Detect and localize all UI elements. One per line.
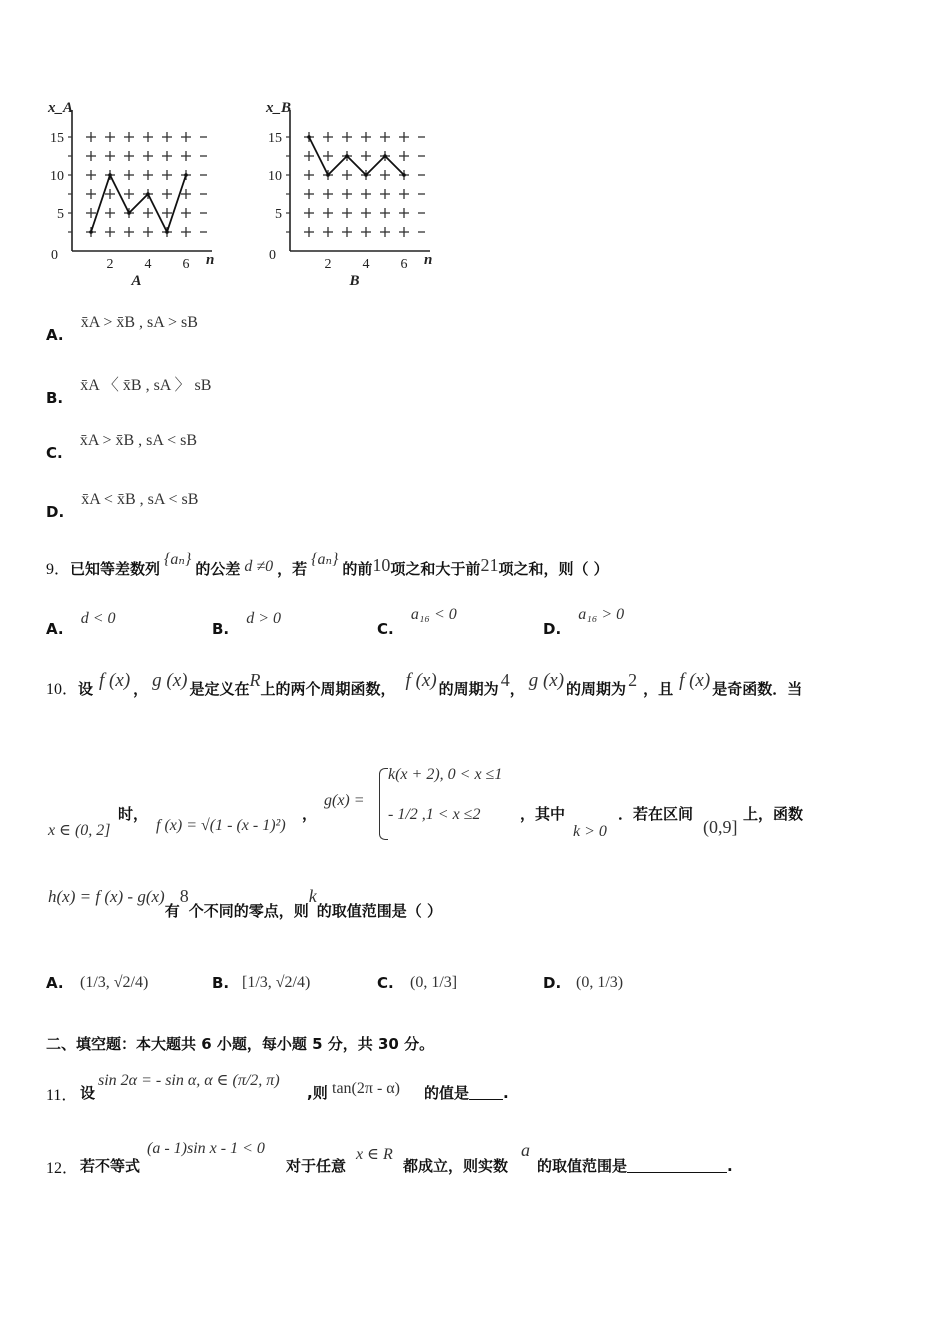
q10-option-label-a: A. <box>46 974 64 992</box>
q10-piecewise-brace <box>379 768 388 840</box>
q12-number: 12． <box>46 1160 79 1177</box>
origin-label: 0 <box>269 248 276 263</box>
x-tick-label: 6 <box>400 257 408 272</box>
data-point <box>383 154 387 158</box>
q9-math-seq: {aₙ} <box>311 551 339 568</box>
q10-stem-line1 <box>46 668 803 698</box>
x-axis-label: n <box>206 252 215 268</box>
y-axis-label: x_B <box>266 100 292 116</box>
option-label: D. <box>46 503 65 521</box>
question-number: 9． <box>46 561 71 578</box>
q9-text: 的公差 <box>195 560 241 578</box>
y-tick-label: 15 <box>268 131 282 146</box>
q10-text-where: ，其中 <box>520 805 566 823</box>
q10-math-interval: (0,9] <box>703 817 738 837</box>
q10-math-kk: k <box>308 886 317 906</box>
data-point <box>127 211 131 215</box>
q10-text: ， <box>509 680 525 698</box>
q10-math-h: h(x) = f (x) - g(x) <box>48 887 165 906</box>
option-math: d > 0 <box>246 610 282 627</box>
q8-option-a <box>46 312 198 344</box>
data-point <box>184 173 188 177</box>
q10-math-g: g (x) <box>152 670 188 691</box>
q11-text <box>424 1082 509 1103</box>
figure-caption: B <box>349 273 360 289</box>
q10-text: 个不同的零点，则 <box>188 902 309 920</box>
data-point <box>402 173 406 177</box>
x-tick-label: 6 <box>182 257 190 272</box>
q10-math-g: g (x) <box>528 670 565 691</box>
q10-text: 是定义在 <box>189 680 250 698</box>
answer-blank[interactable] <box>627 1158 727 1173</box>
q10-math-k: k > 0 <box>573 823 607 840</box>
y-tick-label: 10 <box>50 169 64 184</box>
data-point <box>165 230 169 234</box>
q10-text: ，且 <box>643 680 674 698</box>
q11-text: 设 <box>80 1084 96 1102</box>
origin-label: 0 <box>51 248 58 263</box>
q12-text-range: 的取值范围是 <box>537 1157 628 1175</box>
option-label: A. <box>46 620 64 638</box>
q10-math-fx: f (x) = √(1 - (x - 1)²) <box>156 817 286 834</box>
figure-b <box>258 96 458 296</box>
option-label: C. <box>46 444 63 462</box>
q10-text: 上的两个周期函数， <box>260 680 396 698</box>
data-point <box>345 154 349 158</box>
q10-option-math-c: (0, 1/3] <box>410 974 458 991</box>
y-tick-label: 15 <box>50 131 64 146</box>
data-point <box>146 192 150 196</box>
q12-text: 若不等式 <box>80 1157 141 1175</box>
q9-math-seq: {aₙ} <box>164 551 192 568</box>
q10-math-8: 8 <box>179 886 189 906</box>
y-tick-label: 5 <box>275 207 282 222</box>
option-math-text: x̄A > x̄B , sA > sB <box>80 314 198 331</box>
q9-text: 已知等差数列 <box>70 560 161 578</box>
data-point <box>108 173 112 177</box>
q10-option-math-d: (0, 1/3) <box>576 974 624 991</box>
y-tick-label: 10 <box>268 169 282 184</box>
x-tick-label: 4 <box>362 257 370 272</box>
q12-text: 都成立，则实数 <box>403 1157 509 1175</box>
answer-blank[interactable] <box>469 1085 503 1100</box>
data-point <box>307 135 311 139</box>
q11-number: 11． <box>46 1087 78 1104</box>
option-math <box>81 491 198 508</box>
option-math <box>80 432 197 449</box>
option-label: B. <box>212 620 230 638</box>
q9-math-d: d ≠0 <box>244 558 274 575</box>
option-math <box>80 377 211 394</box>
q10-text: 的周期为 <box>438 680 499 698</box>
q12-math-inequality: (a - 1)sin x - 1 < 0 <box>147 1140 265 1157</box>
option-label: B. <box>46 389 64 407</box>
option-math: d < 0 <box>80 610 116 627</box>
figure-a <box>40 96 240 296</box>
q9-math-21: 21 <box>480 555 499 575</box>
x-tick-label: 4 <box>144 257 152 272</box>
q10-piece2: - 1/2 ,1 < x ≤2 <box>388 806 481 823</box>
q10-text-when: 时， <box>118 805 149 823</box>
q10-text-func: 上，函数 <box>743 805 804 823</box>
q12-text <box>537 1155 733 1176</box>
q10-text: ， <box>133 680 149 698</box>
q10-option-math-b: [1/3, √2/4) <box>242 974 311 991</box>
q9-stem <box>46 551 609 579</box>
q11-math-condition: sin 2α = - sin α, α ∈ (π/2, π) <box>98 1072 280 1089</box>
option-math-text: x̄A 〈 x̄B , sA 〉 sB <box>80 377 212 394</box>
option-label: C. <box>377 620 394 638</box>
q10-option-label-b: B. <box>212 974 230 992</box>
q11-text: ,则 <box>307 1084 328 1102</box>
data-point <box>89 230 93 234</box>
q9-text: 项之和大于前 <box>390 560 481 578</box>
q10-math-gx: g(x) = <box>324 792 365 809</box>
y-tick-label: 5 <box>57 207 64 222</box>
option-math: a₁₆ > 0 <box>578 606 625 623</box>
q9-option-c <box>377 604 457 638</box>
q11-math-tan: tan(2π - α) <box>332 1080 400 1097</box>
option-math <box>81 314 198 331</box>
q9-option-d <box>543 604 625 638</box>
question-number: 10． <box>46 681 79 698</box>
q10-math-f: f (x) <box>405 670 437 691</box>
q12-text: 对于任意 <box>286 1157 347 1175</box>
q9-text: ，若 <box>277 560 308 578</box>
q11-text-value: 的值是 <box>424 1084 470 1102</box>
q9-option-a <box>46 608 116 638</box>
q10-math-f: f (x) <box>99 670 131 691</box>
q10-text: 的取值范围是（ ） <box>316 902 442 920</box>
q8-option-c <box>46 430 197 462</box>
option-label: A. <box>46 326 64 344</box>
option-math: a₁₆ < 0 <box>410 606 457 623</box>
x-axis-label: n <box>424 252 433 268</box>
data-line <box>91 175 186 232</box>
q10-text: 的周期为 <box>566 680 627 698</box>
option-math-text: x̄A > x̄B , sA < sB <box>79 432 197 449</box>
option-label: D. <box>543 620 562 638</box>
q10-text: 设 <box>78 680 94 698</box>
q9-math-10: 10 <box>372 555 391 575</box>
x-tick-label: 2 <box>106 257 114 272</box>
q10-text: 是奇函数．当 <box>712 680 803 698</box>
q10-math-2: 2 <box>628 670 638 690</box>
q10-option-label-d: D. <box>543 974 562 992</box>
q12-math-domain: x ∈ R <box>356 1146 393 1163</box>
q10-option-math-a: (1/3, √2/4) <box>80 974 149 991</box>
q8-option-b <box>46 372 212 407</box>
q8-option-d <box>46 489 199 521</box>
x-tick-label: 2 <box>324 257 332 272</box>
q9-option-b <box>212 608 282 638</box>
data-point <box>326 173 330 177</box>
q10-option-label-c: C. <box>377 974 394 992</box>
q10-math-R: R <box>249 670 261 690</box>
section-heading: 二、填空题：本大题共 6 小题，每小题 5 分，共 30 分。 <box>46 1035 435 1053</box>
q10-text-comma: ， <box>302 805 318 823</box>
q10-text-interval: ．若在区间 <box>618 805 694 823</box>
q10-math-4: 4 <box>500 670 510 690</box>
figure-caption: A <box>131 273 142 289</box>
data-point <box>364 173 368 177</box>
q9-text: 的前 <box>342 560 373 578</box>
q12-math-a: a <box>521 1140 530 1160</box>
q10-text: 有 <box>164 902 180 920</box>
q10-piece1: k(x + 2), 0 < x ≤1 <box>388 766 503 783</box>
q11-period: . <box>503 1084 509 1102</box>
q12-period: . <box>727 1157 733 1175</box>
q10-stem-line3 <box>48 886 442 920</box>
q10-math-x-interval: x ∈ (0, 2] <box>48 822 111 839</box>
option-math-text: x̄A < x̄B , sA < sB <box>81 491 199 508</box>
q9-text: 项之和，则（ ） <box>498 560 609 578</box>
y-axis-label: x_A <box>48 100 74 116</box>
q10-math-f: f (x) <box>679 670 711 691</box>
